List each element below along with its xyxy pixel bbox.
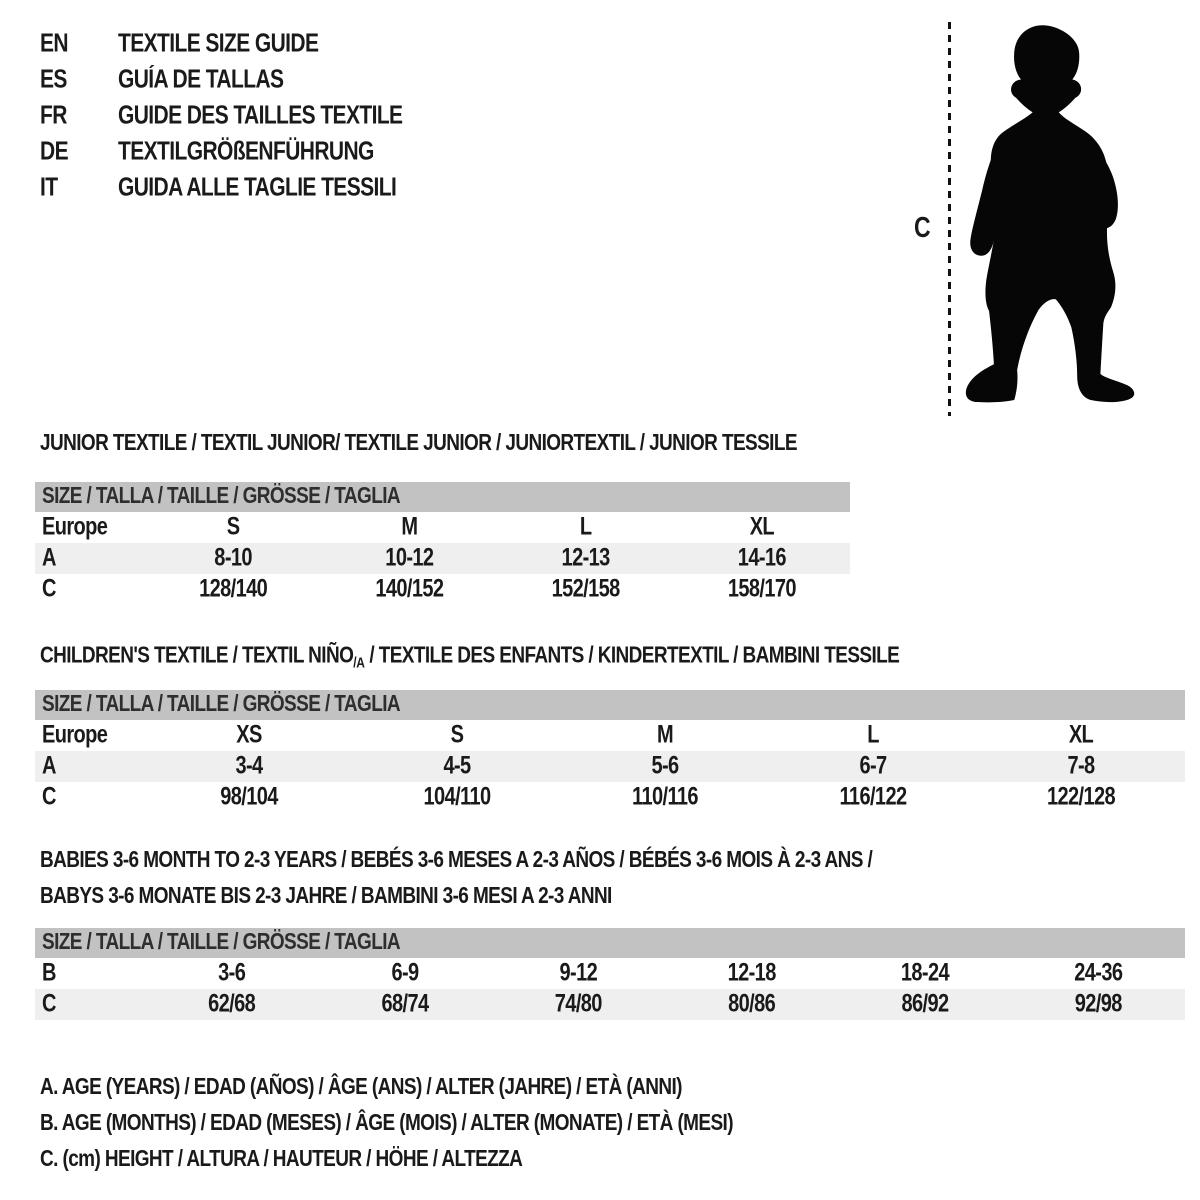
value-cell	[353, 721, 561, 749]
language-row	[40, 170, 402, 206]
legend	[40, 1070, 733, 1178]
value-cell	[498, 575, 674, 603]
value-text: 158/170	[727, 575, 796, 603]
value-cell	[838, 990, 1011, 1018]
value-cell	[492, 959, 665, 987]
value-text: 3-6	[218, 959, 246, 987]
table-row	[35, 782, 1185, 813]
value-cell	[977, 721, 1185, 749]
value-text: 4-5	[443, 752, 471, 780]
value-text: 68/74	[381, 990, 429, 1018]
value-text: 80/86	[728, 990, 776, 1018]
value-cell	[321, 513, 497, 541]
section-title-text: BABIES 3-6 MONTH TO 2-3 YEARS / BEBÉS 3-6 MESES A 2-3 AÑOS / BÉBÉS 3-6 MOIS À 2-3 ANS /	[40, 847, 873, 874]
row-label: B	[42, 959, 56, 987]
size-header-label: SIZE / TALLA / TAILLE / GRÖSSE / TAGLIA	[42, 929, 401, 956]
value-cell	[321, 575, 497, 603]
value-text: XL	[1068, 721, 1094, 749]
section-title-text: CHILDREN'S TEXTILE / TEXTIL $NIÑO_{/A}$ / TEXTILE DES ENFANTS / KINDERTEXTIL / BAMBINI TESSILE	[40, 642, 900, 672]
value-text: 7-8	[1067, 752, 1095, 780]
section-title	[40, 430, 850, 458]
value-text: 8-10	[214, 544, 252, 572]
value-cell	[321, 544, 497, 572]
value-cell	[145, 783, 353, 811]
value-text: 18-24	[900, 959, 950, 987]
section-junior-textile	[35, 430, 850, 605]
size-header-bar	[35, 690, 1185, 720]
value-cell	[838, 959, 1011, 987]
language-code: ES	[40, 65, 67, 94]
value-text: 9-12	[559, 959, 598, 987]
value-text: 152/158	[551, 575, 620, 603]
height-dimension-label	[914, 210, 931, 243]
value-cell	[674, 513, 850, 541]
value-cell	[561, 721, 769, 749]
section-title-text: BABYS 3-6 MONATE BIS 2-3 JAHRE / BAMBINI 3-6 MESI A 2-3 ANNI	[40, 883, 612, 910]
legend-line-a: A. AGE (YEARS) / EDAD (AÑOS) / ÂGE (ANS) / ALTER (JAHRE) / ETÀ (ANNI)	[40, 1074, 682, 1101]
nino-a-subscript: /A	[353, 653, 365, 672]
language-title: TEXTILE SIZE GUIDE	[118, 29, 319, 58]
table-row	[35, 958, 1185, 989]
row-label-cell	[35, 513, 145, 541]
row-label-cell	[35, 575, 145, 603]
value-cell	[769, 783, 977, 811]
value-text: 24-36	[1074, 959, 1123, 987]
value-cell	[492, 990, 665, 1018]
row-label: C	[42, 783, 56, 811]
row-label: Europe	[42, 721, 108, 749]
value-text: S	[450, 721, 464, 749]
value-text: 98/104	[220, 783, 278, 811]
value-cell	[561, 783, 769, 811]
section-children-textile	[35, 643, 1185, 813]
section-title-text: JUNIOR TEXTILE / TEXTIL JUNIOR/ TEXTILE JUNIOR / JUNIORTEXTIL / JUNIOR TESSILE	[40, 430, 797, 457]
language-title: GUÍA DE TALLAS	[118, 65, 284, 94]
legend-line-c: C. (cm) HEIGHT / ALTURA / HAUTEUR / HÖHE / ALTEZZA	[40, 1146, 523, 1173]
value-cell	[318, 959, 491, 987]
value-cell	[145, 721, 353, 749]
value-text: XS	[236, 721, 262, 749]
language-code: FR	[40, 101, 67, 130]
row-label-cell	[35, 752, 145, 780]
section-title-line	[40, 879, 1185, 915]
value-cell	[145, 513, 321, 541]
value-text: 14-16	[737, 544, 786, 572]
language-title: GUIDE DES TAILLES TEXTILE	[118, 101, 403, 130]
size-table-children	[35, 690, 1185, 813]
size-table-junior	[35, 482, 850, 605]
value-text: XL	[749, 513, 775, 541]
size-header-label: SIZE / TALLA / TAILLE / GRÖSSE / TAGLIA	[42, 483, 401, 510]
value-cell	[498, 544, 674, 572]
row-label: A	[42, 752, 56, 780]
row-label: A	[42, 544, 56, 572]
table-row	[35, 512, 850, 543]
language-row	[40, 98, 402, 134]
value-text: 62/68	[208, 990, 256, 1018]
language-row	[40, 62, 402, 98]
value-text: 3-4	[235, 752, 263, 780]
value-text: S	[226, 513, 240, 541]
value-cell	[145, 990, 318, 1018]
value-text: 116/122	[839, 783, 907, 811]
row-label: Europe	[42, 513, 108, 541]
table-row	[35, 751, 1185, 782]
value-text: 5-6	[651, 752, 679, 780]
value-cell	[977, 783, 1185, 811]
value-text: 140/152	[375, 575, 444, 603]
value-cell	[1012, 990, 1185, 1018]
section-title-line	[40, 843, 1185, 879]
value-cell	[769, 752, 977, 780]
table-row	[35, 989, 1185, 1020]
value-cell	[769, 721, 977, 749]
language-code: DE	[40, 137, 68, 166]
section-title	[40, 643, 1185, 671]
row-label-cell	[35, 544, 145, 572]
value-text: 6-9	[391, 959, 419, 987]
value-text: 12-13	[561, 544, 610, 572]
value-cell	[145, 959, 318, 987]
row-label-cell	[35, 959, 145, 987]
row-label: C	[42, 575, 56, 603]
value-text: 92/98	[1074, 990, 1122, 1018]
language-code: EN	[40, 29, 68, 58]
value-cell	[353, 752, 561, 780]
language-list	[40, 26, 402, 206]
value-text: 74/80	[554, 990, 602, 1018]
value-text: 10-12	[385, 544, 434, 572]
language-title: TEXTILGRÖßENFÜHRUNG	[118, 137, 374, 166]
value-text: 104/110	[423, 783, 491, 811]
section-babies-textile	[35, 843, 1185, 1020]
value-text: M	[401, 513, 418, 541]
row-label: C	[42, 990, 56, 1018]
table-row	[35, 574, 850, 605]
table-row	[35, 543, 850, 574]
value-cell	[561, 752, 769, 780]
value-text: 128/140	[199, 575, 268, 603]
language-title: GUIDA ALLE TAGLIE TESSILI	[118, 173, 397, 202]
height-dimension-letter: C	[914, 210, 931, 243]
height-dimension-line	[948, 22, 951, 416]
size-header-bar	[35, 482, 850, 512]
row-label-cell	[35, 721, 145, 749]
value-cell	[1012, 959, 1185, 987]
value-text: 110/116	[632, 783, 698, 811]
value-text: 12-18	[727, 959, 776, 987]
value-cell	[145, 544, 321, 572]
value-cell	[498, 513, 674, 541]
language-row	[40, 134, 402, 170]
baby-silhouette-icon	[960, 16, 1144, 418]
value-cell	[145, 575, 321, 603]
language-code: IT	[40, 173, 58, 202]
value-text: M	[656, 721, 674, 749]
value-text: L	[579, 513, 592, 541]
value-text: 122/128	[1046, 783, 1116, 811]
value-cell	[674, 544, 850, 572]
size-header-label: SIZE / TALLA / TAILLE / GRÖSSE / TAGLIA	[42, 691, 401, 718]
language-row	[40, 26, 402, 62]
value-cell	[145, 752, 353, 780]
size-table-babies	[35, 928, 1185, 1020]
value-cell	[353, 783, 561, 811]
value-cell	[665, 959, 838, 987]
value-text: L	[867, 721, 879, 749]
legend-line-b: B. AGE (MONTHS) / EDAD (MESES) / ÂGE (MOIS) / ALTER (MONATE) / ETÀ (MESI)	[40, 1110, 733, 1137]
value-cell	[665, 990, 838, 1018]
value-cell	[318, 990, 491, 1018]
value-cell	[977, 752, 1185, 780]
value-cell	[674, 575, 850, 603]
row-label-cell	[35, 990, 145, 1018]
size-header-bar	[35, 928, 1185, 958]
row-label-cell	[35, 783, 145, 811]
value-text: 86/92	[901, 990, 949, 1018]
table-row	[35, 720, 1185, 751]
value-text: 6-7	[859, 752, 887, 780]
